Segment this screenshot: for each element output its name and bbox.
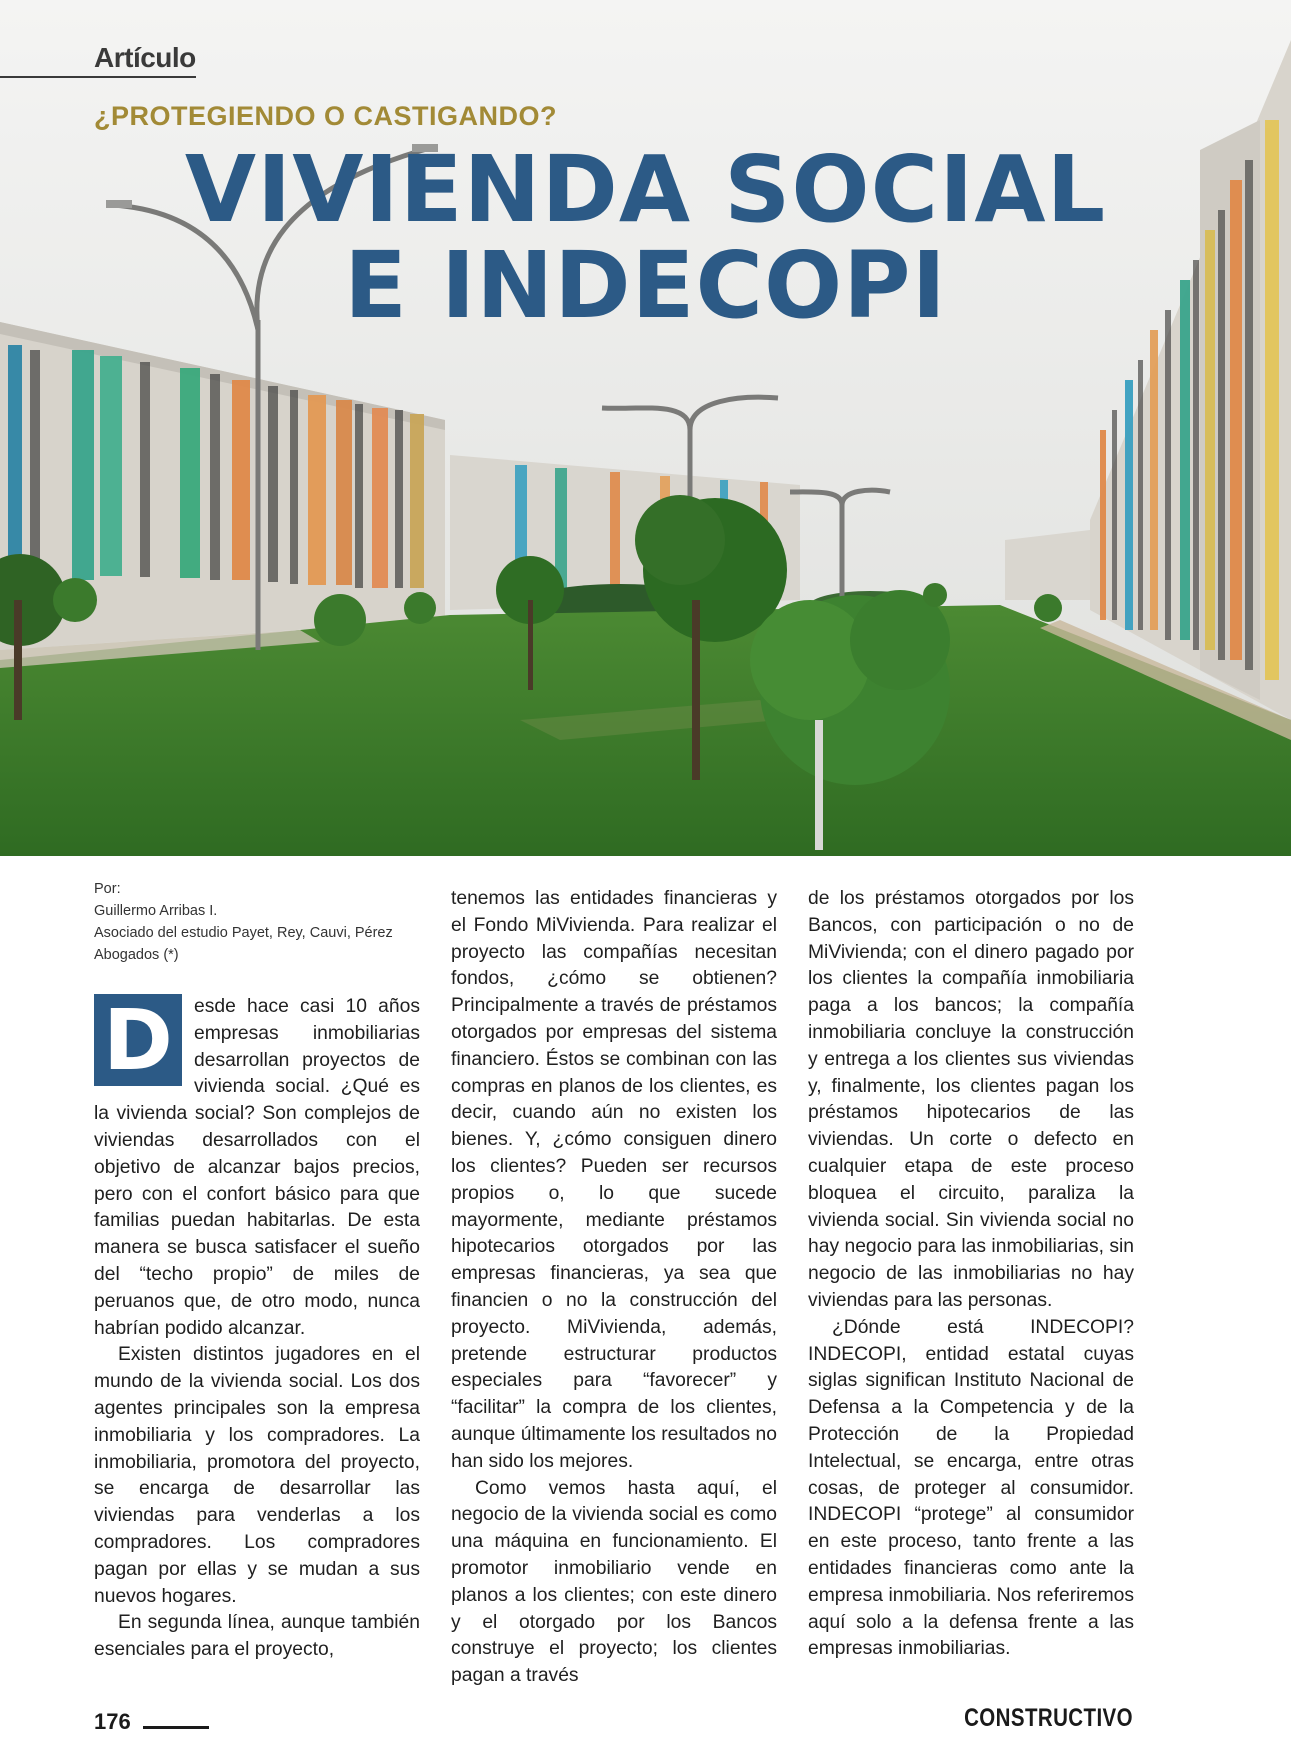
article-column-1 [94, 991, 420, 1664]
byline-author: Guillermo Arribas I. [94, 903, 218, 919]
hero-photo [0, 0, 1291, 856]
byline-label: Por: [94, 881, 121, 897]
page-number-rule [143, 1726, 209, 1729]
headline-line-2: E INDECOPI [344, 232, 947, 339]
article-headline [0, 136, 1291, 339]
paragraph-3-continued: tenemos las entidades financieras y el Fondo MiVivienda. Para realizar el proyecto las compañías necesitan fondos, ¿cómo se obtienen? Principalmente a través de préstamos otorgados por empresas del sistema financiero. Éstos se combinan con las compras en planos de los clientes, es decir, cuando aún no existen los bienes. Y, ¿cómo consiguen dinero los clientes? Pueden ser recursos propios o, lo que sucede mayormente, mediante préstamos hipotecarios otorgados por las empresas financieras, ya sea que financien o no la construcción del proyecto. MiVivienda, además, pretende estructurar productos especiales para “favorecer” y “facilitar” la compra de los clientes, aunque últimamente los resultados no han sido los mejores. [451, 888, 777, 1472]
paragraph-4-start: Como vemos hasta aquí, el negocio de la vivienda social es como una máquina en funcionamiento. El promotor inmobiliario vende en planos a los clientes; con este dinero y el otorgado por los Bancos construye el proyecto; los clientes pagan a través [451, 1477, 777, 1687]
article-column-3 [808, 886, 1134, 1663]
section-rule [0, 76, 196, 78]
page-number: 176 [94, 1709, 131, 1734]
section-label: Artículo [94, 42, 196, 73]
paragraph-1 [94, 991, 420, 1342]
drop-cap: D [94, 994, 182, 1086]
paragraph-3-start: En segunda línea, aunque también esenciales para el proyecto, [94, 1612, 420, 1661]
byline-affiliation: Asociado del estudio Payet, Rey, Cauvi, Pérez Abogados (*) [94, 925, 393, 963]
paragraph-4-continued: de los préstamos otorgados por los Bancos, con participación o no de MiVivienda; con el dinero pagado por los clientes la compañía inmobiliaria paga a los bancos; la compañía inmobiliaria concluye la construcción y entrega a los clientes sus viviendas y, finalmente, los clientes pagan los préstamos hipotecarios de las viviendas. Un corte o defecto en cualquier etapa de este proceso bloquea el circuito, paraliza la vivienda social. Sin vivienda social no hay negocio para las inmobiliarias, sin negocio de las inmobiliarias no hay viviendas para las personas. [808, 888, 1134, 1311]
article-kicker: ¿PROTEGIENDO O CASTIGANDO? [94, 101, 558, 131]
byline [94, 878, 424, 966]
magazine-logo: CONSTRUCTIVO [964, 1704, 1133, 1732]
paragraph-5: ¿Dónde está INDECOPI? INDECOPI, entidad estatal cuyas siglas significan Instituto Nacional de Defensa a la Competencia y de la Protección de la Propiedad Intelectual, se encarga, entre otras cosas, de proteger al consumidor. INDECOPI “protege” al consumidor en este proceso, tanto frente a las entidades financieras como ante la empresa inmobiliaria. Nos referiremos aquí solo a la defensa frente a las empresas inmobiliarias. [808, 1316, 1134, 1660]
paragraph-1-text: esde hace casi 10 años empresas inmobiliarias desarrollan proyectos de vivienda social. ¿Qué es la vivienda social? Son complejos de viviendas desarrollados con el objetivo de alcanzar bajos precios, pero con el confort básico para que familias puedan habitarlas. De esta manera se busca satisfacer el sueño del “techo propio” de miles de peruanos que, de otro modo, nunca habrían podido alcanzar. [94, 996, 420, 1339]
article-column-2 [451, 886, 777, 1690]
paragraph-2: Existen distintos jugadores en el mundo de la vivienda social. Los dos agentes principales son la empresa inmobiliaria y los compradores. La inmobiliaria, promotora del proyecto, se encarga de desarrollar las viviendas para venderlas a los compradores. Los compradores pagan por ellas y se mudan a sus nuevos hogares. [94, 1344, 420, 1607]
headline-line-1: VIVIENDA SOCIAL [184, 136, 1107, 243]
